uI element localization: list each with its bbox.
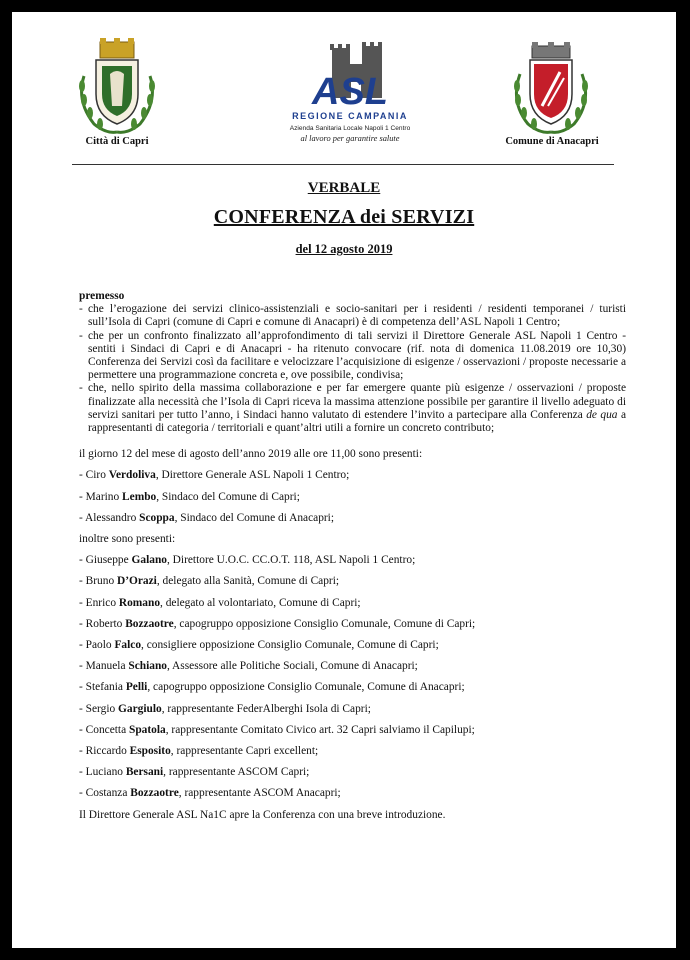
bullet-dash: - [79, 303, 83, 316]
premesso-text: che l’erogazione dei servizi clinico-assistenziali e socio-sanitari per i residenti / residenti temporanei / turisti sull’Isola di Capri (comune di Capri e comune di Anacapri) è di competenza dell’ASL Napoli 1 Centro; [88, 303, 626, 329]
attendee-last-name: Spatola [129, 723, 166, 736]
attendee-last-name: Bozzaotre [125, 617, 174, 630]
also-present-intro: inoltre sono presenti: [79, 533, 176, 546]
attendee-first-name: Manuela [85, 660, 129, 673]
attendee-first-name: Enrico [85, 596, 119, 609]
title-conferenza: CONFERENZA dei SERVIZI [213, 206, 475, 228]
attendee-row [79, 469, 626, 482]
attendee-row [79, 597, 626, 610]
attendee-first-name: Roberto [85, 617, 126, 630]
attendee-role: , consigliere opposizione Consiglio Comunale, Comune di Capri; [141, 639, 439, 652]
capri-crest-logo [72, 36, 162, 136]
bullet-dash: - [79, 723, 86, 736]
bullet-dash: - [79, 575, 86, 588]
attendee-role: , rappresentante Comitato Civico art. 32 Capri salviamo il Capilupi; [165, 723, 475, 736]
capri-caption: Città di Capri [85, 136, 149, 147]
attendee-role: , Sindaco del Comune di Anacapri; [174, 511, 335, 524]
document-page [12, 12, 676, 948]
asl-region-text: REGIONE CAMPANIA [292, 111, 408, 121]
premesso-item [79, 330, 626, 383]
premesso-text: che, nello spirito della massima collaborazione e per far emergere quante più esigenze / osservazioni / proposte finalizzate alla necessità che l’Isola di Capri riceva la massima attenzione possibile per garantire il livello adeguato di servizi sanitari per tutto l’anno, i Sindaci hanno valutato di estendere l’invito a partecipare alla Conferenza de qua a rappresentanti di categoria / territoriali e quant’altri utili a fornire un concreto contributo; [88, 382, 626, 435]
attendee-row [79, 660, 626, 673]
attendee-first-name: Sergio [85, 702, 119, 715]
attendee-role: , Direttore U.O.C. CC.O.T. 118, ASL Napoli 1 Centro; [166, 554, 416, 567]
bullet-dash: - [79, 554, 86, 567]
attendee-last-name: Romano [118, 596, 161, 609]
attendee-row [79, 554, 626, 567]
attendee-role: , capogruppo opposizione Consiglio Comunale, Comune di Anacapri; [147, 681, 465, 694]
attendee-row [79, 724, 626, 737]
attendee-last-name: Esposito [129, 745, 171, 758]
header-divider [72, 164, 614, 165]
attendee-last-name: Bozzaotre [130, 787, 179, 800]
attendee-last-name: Schiano [128, 660, 167, 673]
attendee-last-name: Bersani [125, 766, 164, 779]
bullet-dash: - [79, 702, 86, 715]
attendee-row [79, 618, 626, 631]
attendee-row [79, 745, 626, 758]
attendee-row [79, 575, 626, 588]
attendee-role: , Sindaco del Comune di Capri; [156, 490, 300, 503]
attendee-row [79, 766, 626, 779]
premesso-item [79, 382, 626, 435]
attendee-last-name: Gargiulo [118, 702, 162, 715]
bullet-dash: - [79, 766, 86, 779]
attendee-last-name: Galano [131, 554, 167, 567]
attendee-row [79, 491, 626, 504]
attendee-first-name: Paolo [85, 639, 115, 652]
attendee-last-name: Falco [114, 639, 142, 652]
asl-logo-text: ASL [312, 71, 388, 113]
attendee-row [79, 681, 626, 694]
bullet-dash: - [79, 329, 83, 342]
bullet-dash: - [79, 639, 86, 652]
attendee-row [79, 787, 626, 800]
attendee-first-name: Giuseppe [85, 554, 132, 567]
premesso-text: che per un confronto finalizzato all’approfondimento di tali servizi il Direttore Generale ASL Napoli 1 Centro - sentiti i Sindaci di Capri e di Anacapri - ha ritenuto convocare (rif. nota di domenica 11.08.2019 ore 10,30) Conferenza dei Servizi così da facilitare e velocizzare l’acquisizione di esigenze / osservazioni / proposte necessarie a permettere una programmazione concreta e, ove possibile, condivisa; [88, 329, 626, 382]
title-verbale: VERBALE [307, 180, 381, 196]
bullet-dash: - [79, 660, 86, 673]
document-body [79, 290, 626, 822]
closing-sentence: Il Direttore Generale ASL Na1C apre la Conferenza con una breve introduzione. [79, 808, 446, 821]
attendee-first-name: Luciano [85, 766, 126, 779]
premesso-item [79, 303, 626, 329]
attendee-role: , delegato alla Sanità, Comune di Capri; [156, 575, 340, 588]
attendee-first-name: Bruno [85, 575, 117, 588]
asl-napoli-logo [280, 42, 420, 152]
bullet-dash: - [79, 511, 86, 524]
attendee-first-name: Stefania [85, 681, 126, 694]
present-intro: il giorno 12 del mese di agosto dell’anno 2019 alle ore 11,00 sono presenti: [79, 448, 423, 461]
attendee-role: , rappresentante ASCOM Anacapri; [178, 787, 341, 800]
bullet-dash: - [79, 382, 83, 395]
attendee-first-name: Ciro [85, 469, 109, 482]
attendee-row [79, 639, 626, 652]
attendee-role: , rappresentante FederAlberghi Isola di Capri; [161, 702, 371, 715]
attendee-first-name: Alessandro [85, 511, 140, 524]
attendee-first-name: Concetta [85, 723, 129, 736]
bullet-dash: - [79, 681, 86, 694]
asl-name-text: Azienda Sanitaria Locale Napoli 1 Centro [289, 125, 411, 132]
attendee-row [79, 703, 626, 716]
attendee-last-name: D’Orazi [116, 575, 157, 588]
attendee-role: , delegato al volontariato, Comune di Capri; [160, 596, 361, 609]
bullet-dash: - [79, 596, 86, 609]
attendee-last-name: Scoppa [139, 511, 175, 524]
premesso-label: premesso [79, 290, 125, 302]
attendee-role: , Assessore alle Politiche Sociali, Comune di Anacapri; [166, 660, 418, 673]
present-list [79, 469, 626, 525]
bullet-dash: - [79, 787, 86, 800]
attendee-role: , rappresentante ASCOM Capri; [163, 766, 310, 779]
asl-motto-text: al lavoro per garantire salute [300, 134, 400, 143]
attendee-first-name: Marino [85, 490, 123, 503]
bullet-dash: - [79, 617, 86, 630]
attendee-last-name: Pelli [125, 681, 148, 694]
also-present-list [79, 554, 626, 800]
attendee-role: , capogruppo opposizione Consiglio Comunale, Comune di Capri; [173, 617, 476, 630]
title-date: del 12 agosto 2019 [295, 242, 393, 256]
letterhead [12, 32, 676, 157]
attendee-first-name: Riccardo [85, 745, 130, 758]
anacapri-caption: Comune di Anacapri [505, 136, 599, 147]
bullet-dash: - [79, 490, 86, 503]
attendee-role: , Direttore Generale ASL Napoli 1 Centro; [155, 469, 350, 482]
bullet-dash: - [79, 745, 86, 758]
attendee-first-name: Costanza [85, 787, 131, 800]
latin-italic: de qua [586, 408, 618, 421]
attendee-last-name: Lembo [122, 490, 157, 503]
attendee-role: , rappresentante Capri excellent; [170, 745, 319, 758]
anacapri-crest-logo [506, 40, 596, 136]
bullet-dash: - [79, 469, 86, 482]
attendee-row [79, 512, 626, 525]
attendee-last-name: Verdoliva [108, 469, 156, 482]
